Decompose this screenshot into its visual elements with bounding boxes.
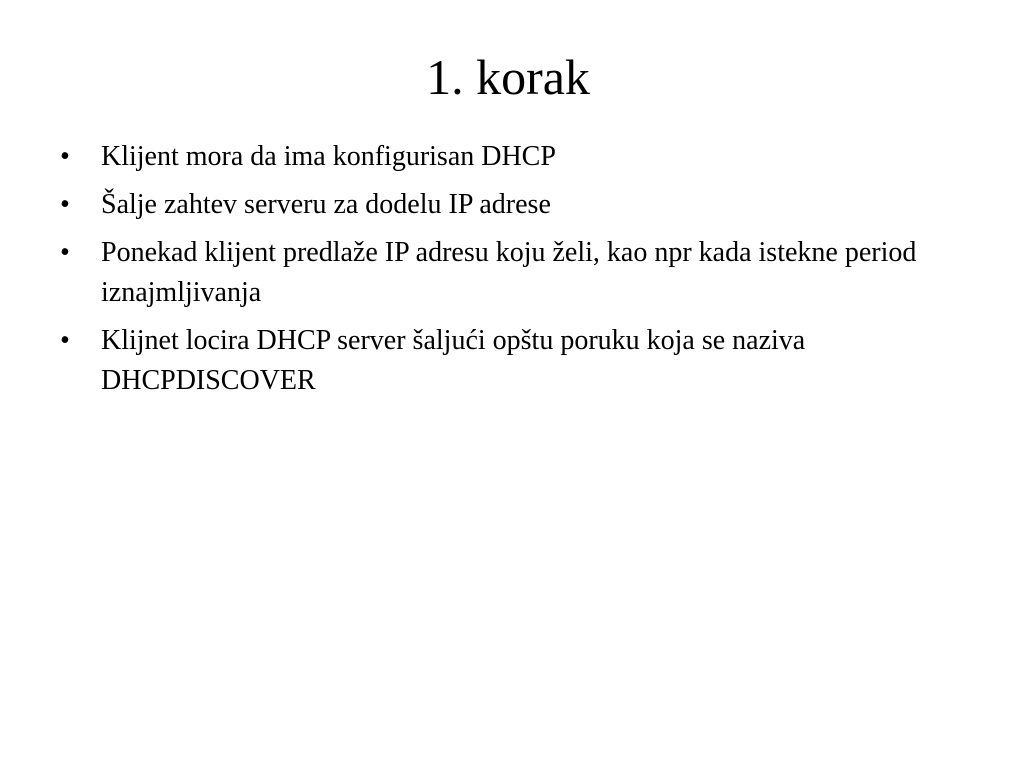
bullet-point-icon: • <box>60 237 70 268</box>
bullet-item-suggests-ip <box>60 233 970 313</box>
bullet-text: Klijnet locira DHCP server šaljući opštu poruku koja se naziva DHCPDISCOVER <box>101 325 806 396</box>
slide-title: 1. korak <box>426 49 590 105</box>
bullet-text: Šalje zahtev serveru za dodelu IP adrese <box>101 189 551 220</box>
bullet-point-icon: • <box>60 325 70 356</box>
bullet-text: Ponekad klijent predlaže IP adresu koju želi, kao npr kada istekne period iznajmljivanja <box>101 237 917 308</box>
bullet-item-dhcpdiscover <box>60 321 970 401</box>
bullet-list <box>60 137 970 409</box>
bullet-point-icon: • <box>60 189 70 220</box>
bullet-point-icon: • <box>60 141 70 172</box>
bullet-item-sends-request <box>60 185 970 225</box>
bullet-item-configured-dhcp <box>60 137 970 177</box>
bullet-text: Klijent mora da ima konfigurisan DHCP <box>101 141 556 172</box>
